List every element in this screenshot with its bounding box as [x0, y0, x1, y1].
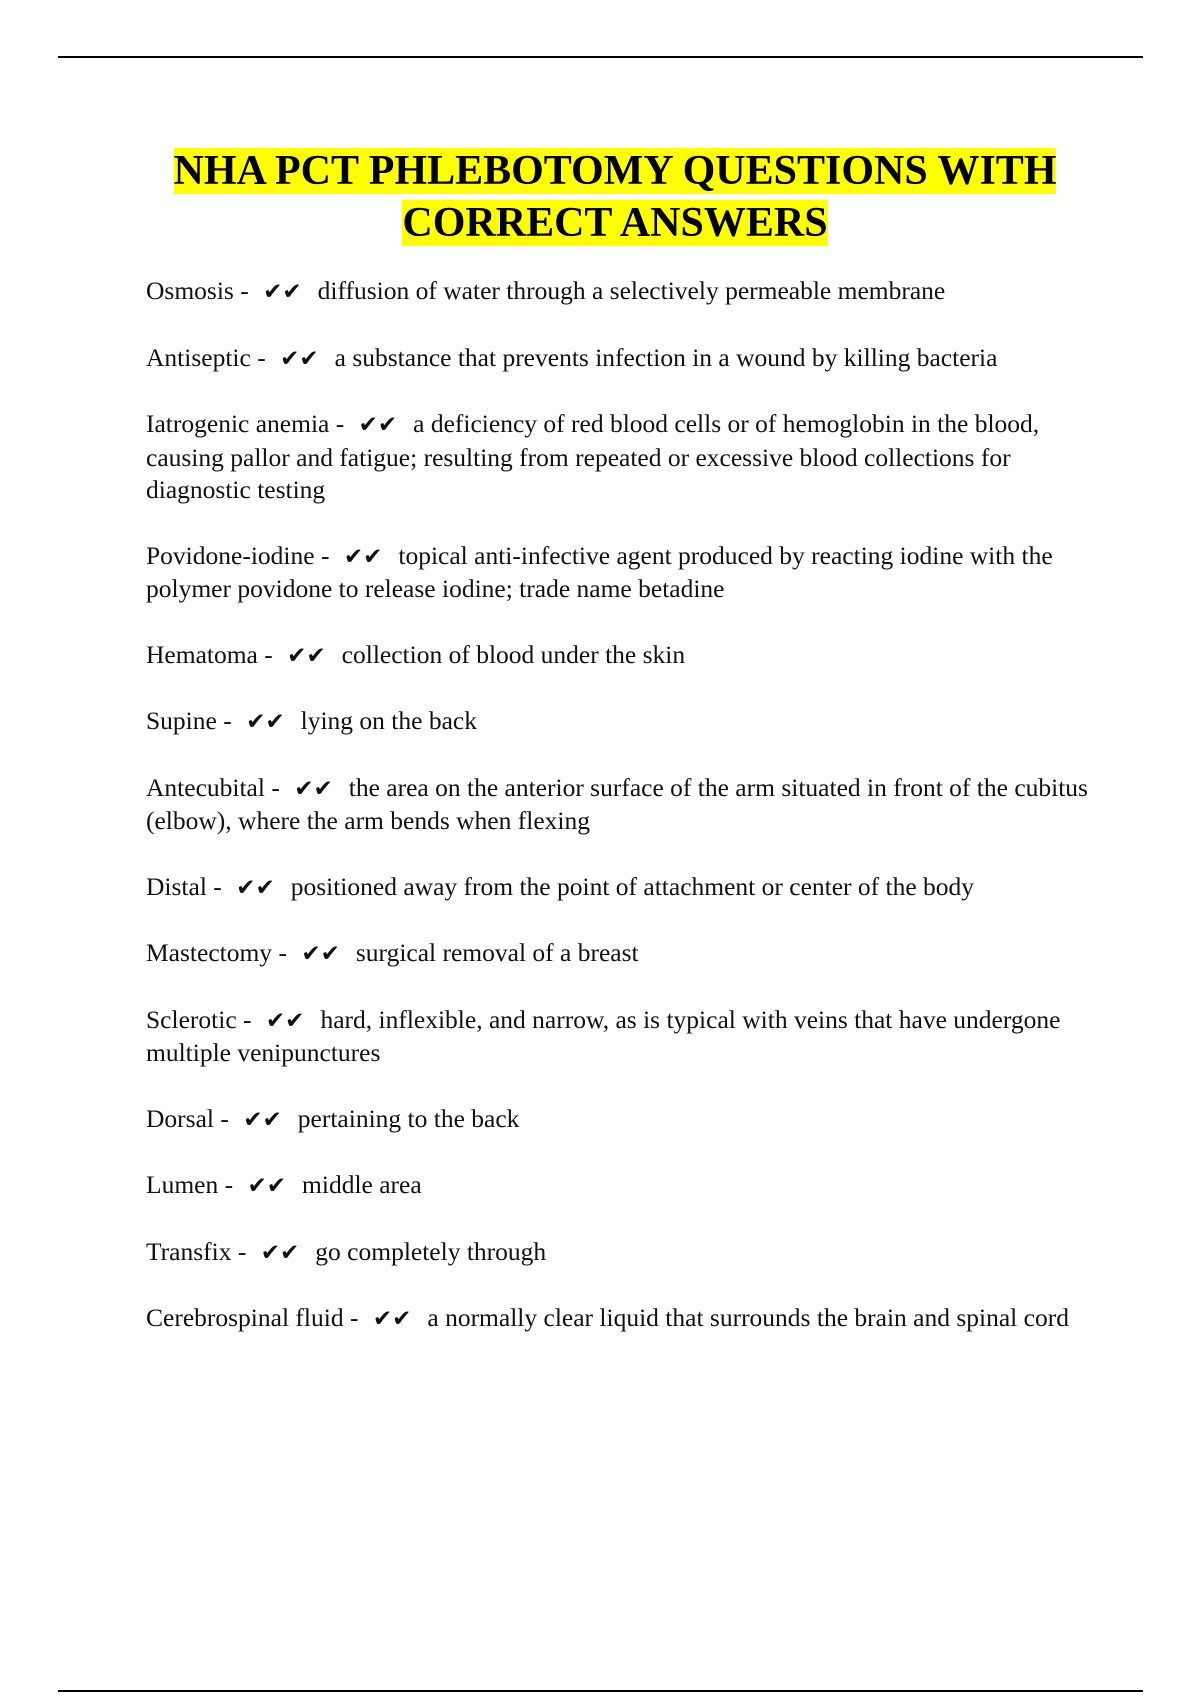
definition-list: [146, 275, 1106, 1369]
entry-definition: surgical removal of a breast: [355, 938, 639, 967]
entry-definition: diffusion of water through a selectively permeable membrane: [317, 276, 946, 305]
double-check-icon: ✔✔: [280, 345, 319, 372]
entry-term: Lumen: [146, 1170, 219, 1199]
entry-separator: -: [329, 409, 351, 438]
double-check-icon: ✔✔: [243, 1106, 282, 1133]
definition-entry: [146, 1236, 1106, 1270]
entry-definition: a substance that prevents infection in a wound by killing bacteria: [334, 342, 998, 372]
definition-entry: [146, 639, 1106, 673]
definition-entry: [146, 937, 1106, 971]
definition-entry: [146, 871, 1106, 905]
definition-entry: [146, 1169, 1106, 1203]
entry-separator: -: [206, 871, 229, 901]
entry-term: Dorsal: [146, 1103, 214, 1133]
entry-definition: hard, inflexible, and narrow, as is typical with veins that have undergone multiple venipunctures: [146, 1004, 1061, 1067]
entry-term: Mastectomy: [146, 938, 273, 967]
double-check-icon: ✔✔: [301, 941, 340, 967]
entry-term: Antiseptic: [146, 342, 251, 372]
bottom-rule: [58, 1690, 1143, 1692]
entry-definition: collection of blood under the skin: [341, 639, 686, 669]
definition-entry: [146, 408, 1106, 507]
entry-definition: topical anti-infective agent produced by reacting iodine with the polymer povidone to release iodine; trade name betadine: [146, 540, 1053, 603]
double-check-icon: ✔✔: [265, 1007, 305, 1034]
entry-term: Antecubital: [146, 772, 265, 802]
entry-separator: -: [250, 342, 273, 372]
double-check-icon: ✔✔: [343, 543, 383, 570]
entry-separator: -: [216, 706, 239, 735]
definition-entry: [146, 275, 1106, 309]
entry-separator: -: [272, 938, 294, 967]
entry-term: Transfix: [146, 1236, 232, 1266]
double-check-icon: ✔✔: [294, 775, 333, 802]
double-check-icon: ✔✔: [358, 412, 398, 438]
definition-entry: [146, 705, 1106, 739]
entry-separator: -: [231, 1236, 253, 1266]
entry-definition: middle area: [302, 1170, 422, 1199]
entry-definition: go completely through: [315, 1236, 547, 1266]
entry-term: Distal: [146, 871, 207, 901]
entry-separator: -: [218, 1170, 240, 1199]
entry-term: Supine: [146, 706, 217, 735]
entry-term: Hematoma: [146, 639, 258, 669]
entry-separator: -: [236, 1004, 258, 1034]
document-title: NHA PCT PHLEBOTOMY QUESTIONS WITH CORRECT ANSWERS: [173, 148, 1057, 246]
entry-term: Cerebrospinal fluid: [146, 1303, 344, 1332]
top-rule: [58, 56, 1143, 58]
entry-term: Iatrogenic anemia: [146, 409, 330, 438]
entry-separator: -: [257, 639, 280, 669]
entry-term: Povidone-iodine: [146, 540, 315, 570]
definition-entry: [146, 1004, 1106, 1070]
entry-separator: -: [264, 772, 287, 802]
definition-entry: [146, 1103, 1106, 1137]
entry-separator: -: [314, 540, 336, 570]
entry-definition: pertaining to the back: [297, 1103, 520, 1133]
double-check-icon: ✔✔: [236, 874, 275, 901]
entry-definition: the area on the anterior surface of the arm situated in front of the cubitus (elbow), where the arm bends when flexing: [146, 772, 1088, 835]
double-check-icon: ✔✔: [246, 709, 285, 735]
entry-definition: a normally clear liquid that surrounds the brain and spinal cord: [427, 1303, 1069, 1332]
entry-definition: a deficiency of red blood cells or of hemoglobin in the blood, causing pallor and fatigue; resulting from repeated or excessive blood collections for diagnostic testing: [146, 409, 1040, 504]
entry-term: Sclerotic: [146, 1004, 237, 1034]
entry-separator: -: [233, 276, 256, 305]
entry-separator: -: [343, 1303, 365, 1332]
definition-entry: [146, 1302, 1106, 1336]
title-block: [120, 145, 1110, 249]
entry-separator: -: [213, 1103, 236, 1133]
entry-definition: lying on the back: [300, 706, 477, 735]
double-check-icon: ✔✔: [263, 279, 302, 305]
double-check-icon: ✔✔: [260, 1239, 300, 1266]
entry-term: Osmosis: [146, 276, 234, 305]
double-check-icon: ✔✔: [247, 1173, 287, 1199]
double-check-icon: ✔✔: [287, 642, 326, 669]
entry-definition: positioned away from the point of attachment or center of the body: [290, 871, 975, 901]
double-check-icon: ✔✔: [372, 1306, 412, 1332]
definition-entry: [146, 540, 1106, 606]
definition-entry: [146, 772, 1106, 838]
definition-entry: [146, 342, 1106, 376]
